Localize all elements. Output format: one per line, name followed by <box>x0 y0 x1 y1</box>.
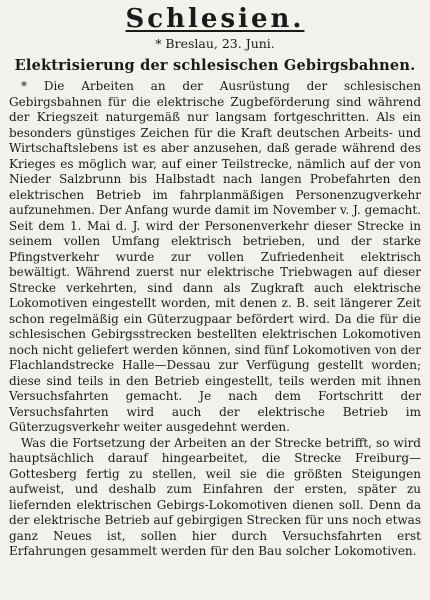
article-title: Elektrisierung der schlesischen Gebirgsbahnen. <box>14 57 416 74</box>
article-body <box>9 79 421 560</box>
dateline: * Breslau, 23. Juni. <box>155 36 275 51</box>
article-paragraph-2: Was die Fortsetzung der Arbeiten an der Strecke betrifft, so wird hauptsächlich darauf hingearbeitet, die Strecke Freiburg—Gottesberg fertig zu stellen, weil sie die größten Steigungen aufweist, und deshalb zum Einfahren der ersten, später zu liefernden elektrischen Gebirgs-Lokomotiven dienen soll. Denn da der elektrische Betrieb auf gebirgigen Strecken für uns noch etwas ganz Neues ist, sollen hier durch Versuchsfahrten erst Erfahrungen gesammelt werden für den Bau solcher Lokomotiven. <box>9 435 421 558</box>
article-paragraph-1: * Die Arbeiten an der Ausrüstung der schlesischen Gebirgsbahnen für die elektrische Zugbeförderung sind während der Kriegszeit naturgemäß nur langsam fortgeschritten. Als ein besonders günstiges Zeichen für die Kraft deutschen Arbeits- und Wirtschaftslebens ist es aber anzusehen, daß gerade während des Krieges es möglich war, auf einer Teilstrecke, nämlich auf der von Nieder Salzbrunn bis Halbstadt nach langen Probefahrten den elektrischen Betrieb im fahrplanmäßigen Personenzugverkehr aufzunehmen. Der Anfang wurde damit im November v. J. gemacht. Seit dem 1. Mai d. J. wird der Personenverkehr dieser Strecke in seinem vollen Umfang elektrisch betrieben, und der starke Pfingstverkehr wurde zur vollen Zufriedenheit elektrisch bewältigt. Während zuerst nur elektrische Triebwagen auf dieser Strecke verkehrten, sind dann als Zugkraft auch elektrische Lokomotiven eingestellt worden, mit denen z. B. seit längerer Zeit schon regelmäßig ein Güterzugpaar befördert wird. Da die für die schlesischen Gebirgsstrecken bestellten elektrischen Lokomotiven noch nicht geliefert werden können, sind fünf Lokomotiven von der Flachlandstrecke Halle—Dessau zur Verfügung gestellt worden; diese sind teils in den Betrieb eingestellt, teils werden mit ihnen Versuchsfahrten gemacht. Je nach dem Fortschritt der Versuchsfahrten wird auch der elektrische Betrieb im Güterzugsverkehr weiter ausgedehnt werden. <box>9 79 421 434</box>
section-heading: Schlesien. <box>125 4 305 34</box>
